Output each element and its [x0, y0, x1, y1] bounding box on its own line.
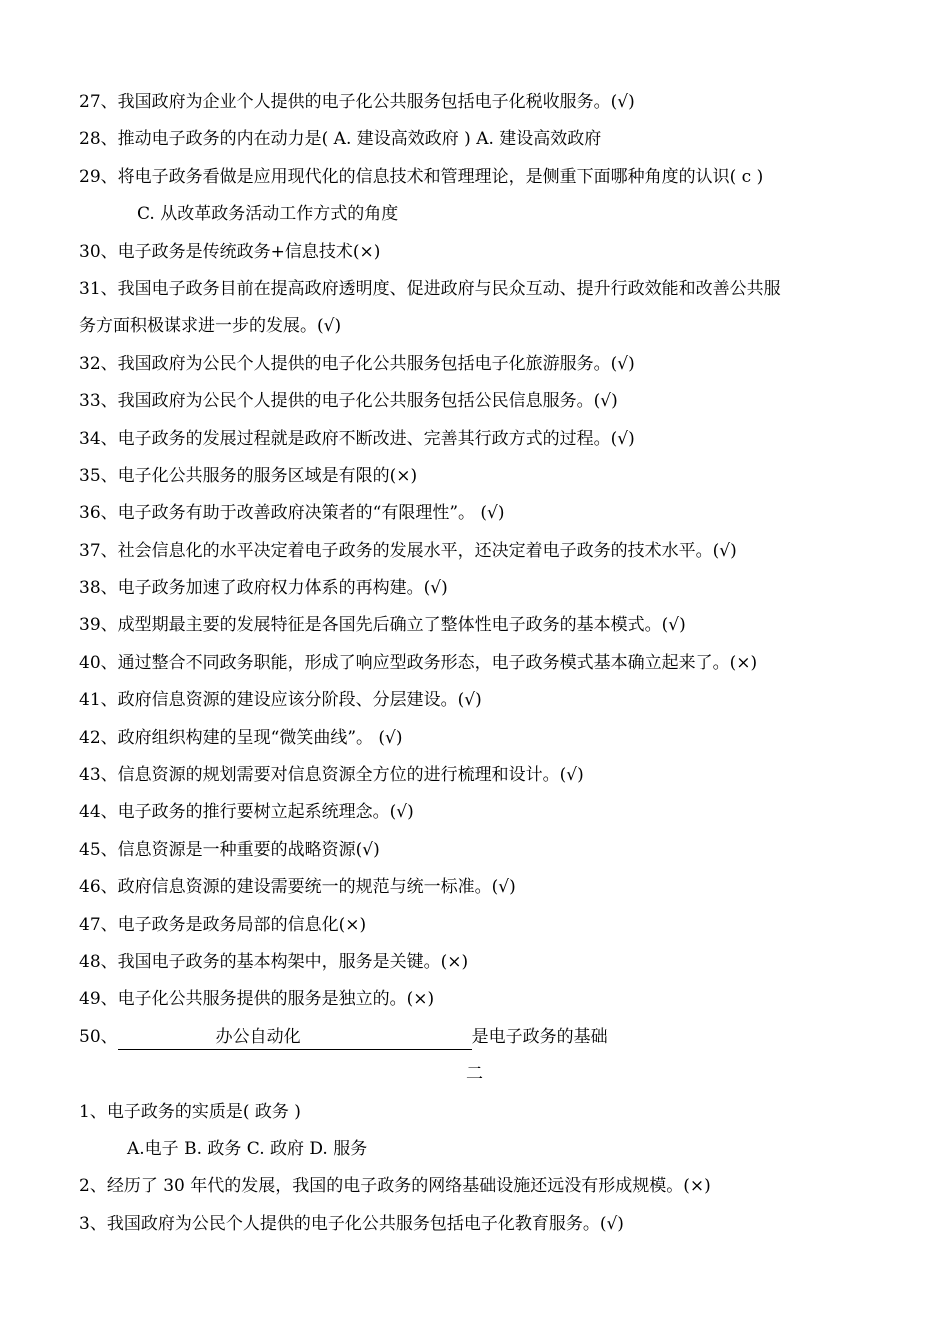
question-35: 35、电子化公共服务的服务区域是有限的(×)	[79, 465, 418, 486]
question-32: 32、我国政府为公民个人提供的电子化公共服务包括电子化旅游服务。(√)	[79, 353, 635, 374]
question-44: 44、电子政务的推行要树立起系统理念。(√)	[79, 802, 414, 823]
question-42: 42、政府组织构建的呈现“微笑曲线”。 (√)	[79, 727, 403, 748]
question-40: 40、通过整合不同政务职能，形成了响应型政务形态，电子政务模式基本确立起来了。(×)	[79, 652, 758, 673]
question-49: 49、电子化公共服务提供的服务是独立的。(×)	[79, 989, 435, 1010]
part2-question-1-options: A.电子 B. 政务 C. 政府 D. 服务	[127, 1138, 368, 1159]
question-41: 41、政府信息资源的建设应该分阶段、分层建设。(√)	[79, 690, 482, 711]
question-33: 33、我国政府为公民个人提供的电子化公共服务包括公民信息服务。(√)	[79, 391, 618, 412]
question-36: 36、电子政务有助于改善政府决策者的“有限理性”。 (√)	[79, 503, 505, 524]
question-38: 38、电子政务加速了政府权力体系的再构建。(√)	[79, 578, 448, 599]
question-50	[79, 1019, 880, 1056]
question-47: 47、电子政务是政务局部的信息化(×)	[79, 914, 367, 935]
section-heading: 二	[466, 1064, 483, 1085]
question-48: 48、我国电子政务的基本构架中，服务是关键。(×)	[79, 951, 469, 972]
question-45: 45、信息资源是一种重要的战略资源(√)	[79, 839, 380, 860]
part2-question-1: 1、电子政务的实质是( 政务 )	[79, 1101, 301, 1122]
question-39: 39、成型期最主要的发展特征是各国先后确立了整体性电子政务的基本模式。(√)	[79, 615, 686, 636]
part2-question-2: 2、经历了 30 年代的发展，我国的电子政务的网络基础设施还远没有形成规模。(×)	[79, 1176, 711, 1197]
question-31-continued: 务方面积极谋求进一步的发展。(√)	[79, 316, 342, 337]
question-27: 27、我国政府为企业个人提供的电子化公共服务包括电子化税收服务。(√)	[79, 92, 635, 112]
question-31: 31、我国电子政务目前在提高政府透明度、促进政府与民众互动、提升行政效能和改善公共服	[79, 278, 781, 299]
fill-in-blank	[118, 1025, 472, 1050]
question-28: 28、推动电子政务的内在动力是( A. 建设高效政府 ) A. 建设高效政府	[79, 129, 602, 150]
question-29: 29、将电子政务看做是应用现代化的信息技术和管理理论，是侧重下面哪种角度的认识( c )	[79, 166, 764, 187]
question-50-number: 50、	[79, 1026, 118, 1047]
fill-in-blank-answer: 办公自动化	[215, 1026, 301, 1047]
question-50-text: 是电子政务的基础	[471, 1026, 608, 1047]
question-34: 34、电子政务的发展过程就是政府不断改进、完善其行政方式的过程。(√)	[79, 428, 635, 449]
part2-question-3: 3、我国政府为公民个人提供的电子化公共服务包括电子化教育服务。(√)	[79, 1213, 624, 1234]
question-43: 43、信息资源的规划需要对信息资源全方位的进行梳理和设计。(√)	[79, 765, 584, 786]
question-46: 46、政府信息资源的建设需要统一的规范与统一标准。(√)	[79, 877, 516, 898]
question-30: 30、电子政务是传统政务+信息技术(×)	[79, 241, 381, 262]
question-37: 37、社会信息化的水平决定着电子政务的发展水平，还决定着电子政务的技术水平。(√)	[79, 540, 737, 561]
question-29-answer: C. 从改革政务活动工作方式的角度	[137, 204, 399, 225]
